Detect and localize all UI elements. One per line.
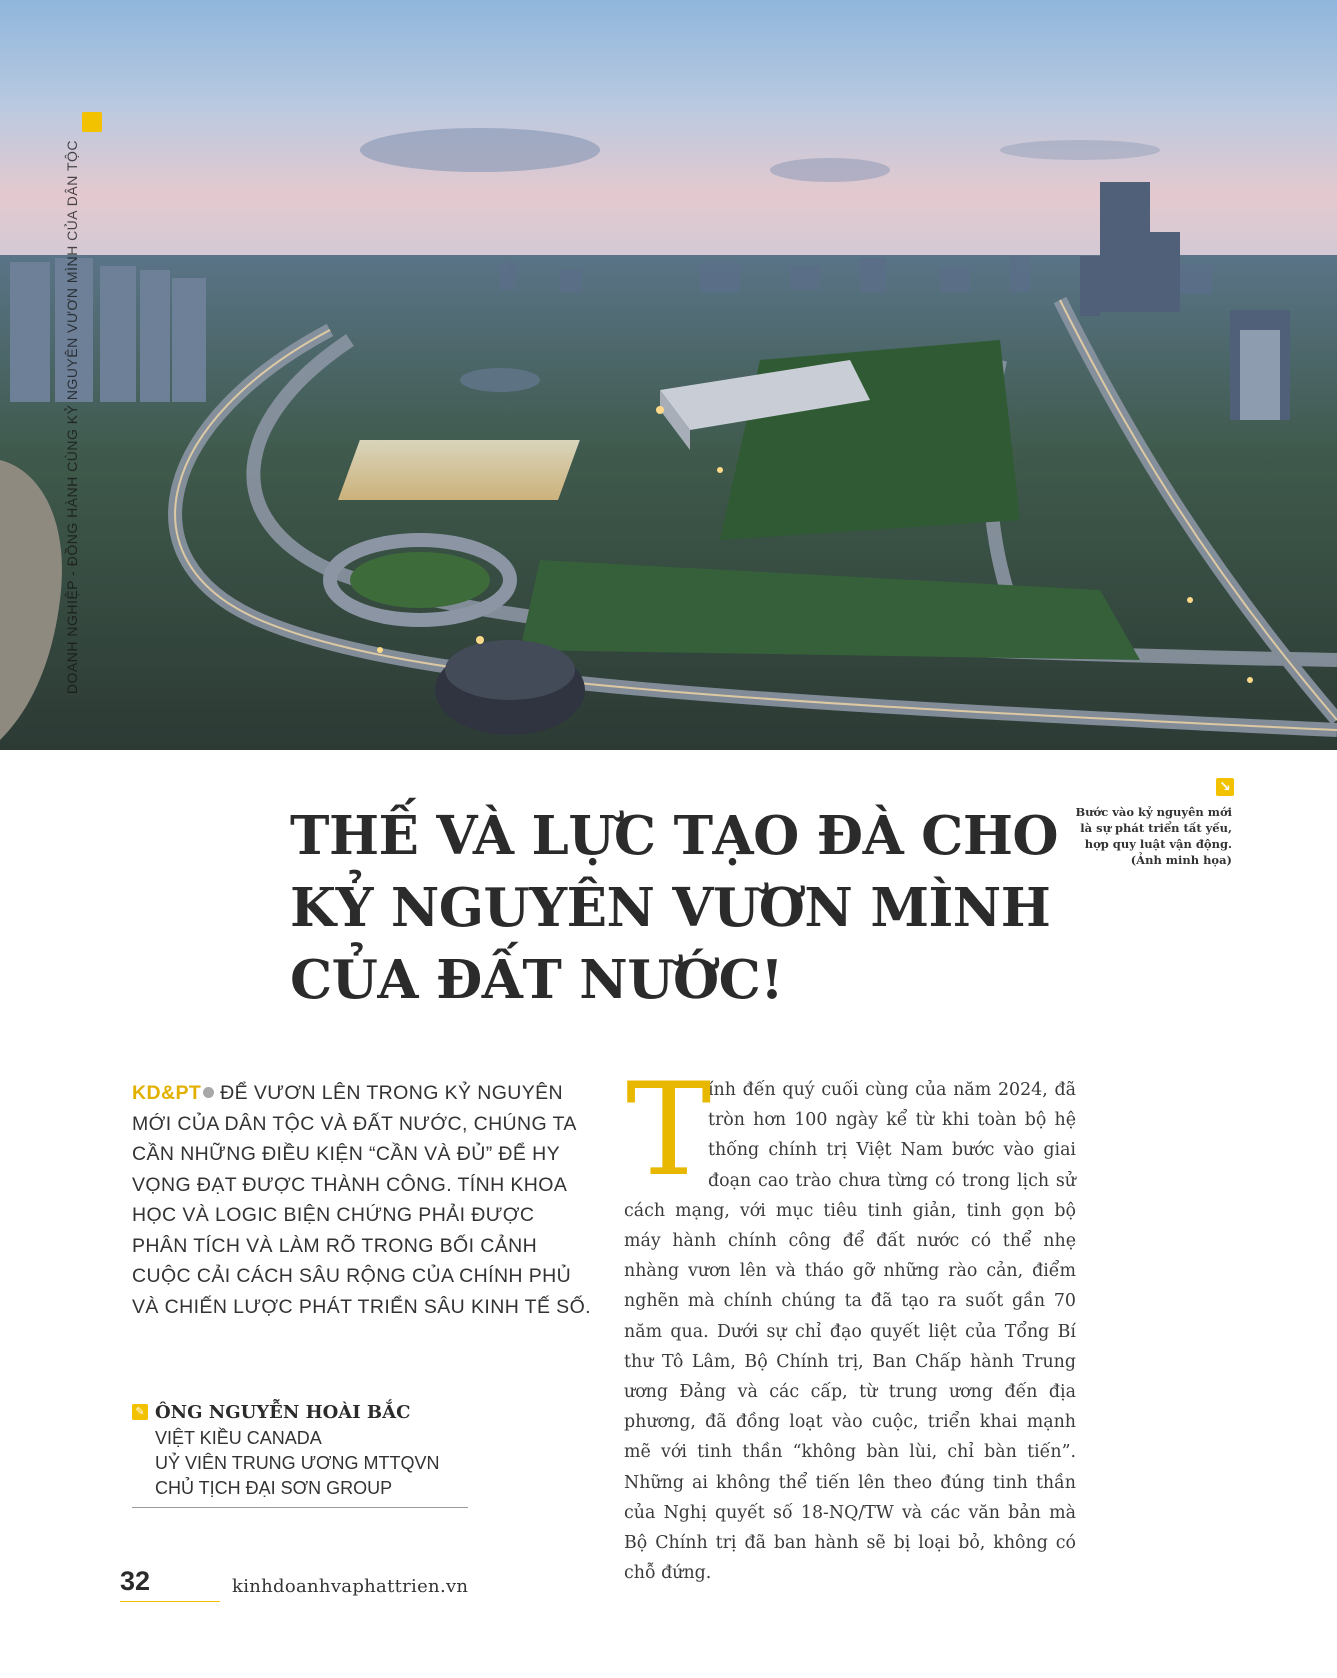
article-headline	[290, 800, 1059, 1016]
lead-text: ĐỂ VƯƠN LÊN TRONG KỶ NGUYÊN MỚI CỦA DÂN TỘC VÀ ĐẤT NƯỚC, CHÚNG TA CẦN NHỮNG ĐIỀU KIỆN “CẦN VÀ ĐỦ” ĐỂ HY VỌNG ĐẠT ĐƯỢC THÀNH CÔNG. TÍNH KHOA HỌC VÀ LOGIC BIỆN CHỨNG PHẢI ĐƯỢC PHÂN TÍCH VÀ LÀM RÕ TRONG BỐI CẢNH CUỘC CẢI CÁCH SÂU RỘNG CỦA CHÍNH PHỦ VÀ CHIẾN LƯỢC PHÁT TRIỂN SÂU KINH TẾ SỐ.	[132, 1082, 591, 1318]
drop-cap	[626, 1056, 712, 1205]
page-number-rule	[120, 1601, 220, 1602]
city-aerial-illustration	[0, 0, 1337, 750]
author-title-1: VIỆT KIỀU CANADA	[155, 1428, 322, 1448]
section-vertical-label: DOANH NGHIỆP - ĐỒNG HÀNH CÙNG KỶ NGUYÊN VƯƠN MÌNH CỦA DÂN TỘC	[64, 140, 80, 695]
author-title-2: UỶ VIÊN TRUNG ƯƠNG MTTQVN	[155, 1453, 440, 1473]
lead-paragraph	[132, 1078, 592, 1322]
hero-photo	[0, 0, 1337, 750]
publication-tag: KD&PT	[132, 1082, 202, 1104]
page-number: 32	[120, 1566, 151, 1596]
body-text: ính đến quý cuối cùng của năm 2024, đã tròn hơn 100 ngày kể từ khi toàn bộ hệ thống chính trị Việt Nam bước vào giai đoạn cao trào chưa từng có trong lịch sử cách mạng, với mục tiêu tinh giản, tinh gọn bộ máy hành chính công để đất nước có thể nhẹ nhàng vươn lên và tháo gỡ những rào cản, điểm nghẽn mà chính chúng ta đã tạo ra suốt gần 70 năm qua. Dưới sự chỉ đạo quyết liệt của Tổng Bí thư Tô Lâm, Bộ Chính trị, Ban Chấp hành Trung ương Đảng và các cấp, từ trung ương đến địa phương, đã đồng loạt vào cuộc, triển khai mạnh mẽ với tinh thần “không bàn lùi, chỉ bàn tiến”. Những ai không thể tiến lên theo đúng tinh thần của Nghị quyết số 18-NQ/TW và các văn bản mà Bộ Chính trị đã ban hành sẽ bị loại bỏ, không có chỗ đứng.	[624, 1080, 1076, 1584]
author-divider	[132, 1507, 468, 1508]
headline-line-1: THẾ VÀ LỰC TẠO ĐÀ CHO	[290, 805, 1059, 867]
headline-line-3: CỦA ĐẤT NƯỚC!	[290, 949, 784, 1011]
body-paragraph	[624, 1056, 1076, 1588]
caption-arrow-icon: ↘	[1216, 778, 1234, 796]
bullet-dot-icon	[203, 1087, 214, 1098]
author-block	[132, 1400, 468, 1508]
drop-cap-letter: T	[626, 1056, 712, 1205]
site-url: kinhdoanhvaphattrien.vn	[232, 1576, 469, 1597]
author-name: ÔNG NGUYỄN HOÀI BẮC	[155, 1402, 411, 1423]
author-title-3: CHỦ TỊCH ĐẠI SƠN GROUP	[155, 1478, 393, 1498]
photo-caption: Bước vào kỷ nguyên mới là sự phát triển tất yếu, hợp quy luật vận động. (Ảnh minh họa)	[1075, 805, 1232, 867]
pencil-icon: ✎	[132, 1404, 148, 1420]
section-badge-icon	[82, 112, 102, 132]
headline-line-2: KỶ NGUYÊN VƯƠN MÌNH	[290, 877, 1051, 939]
